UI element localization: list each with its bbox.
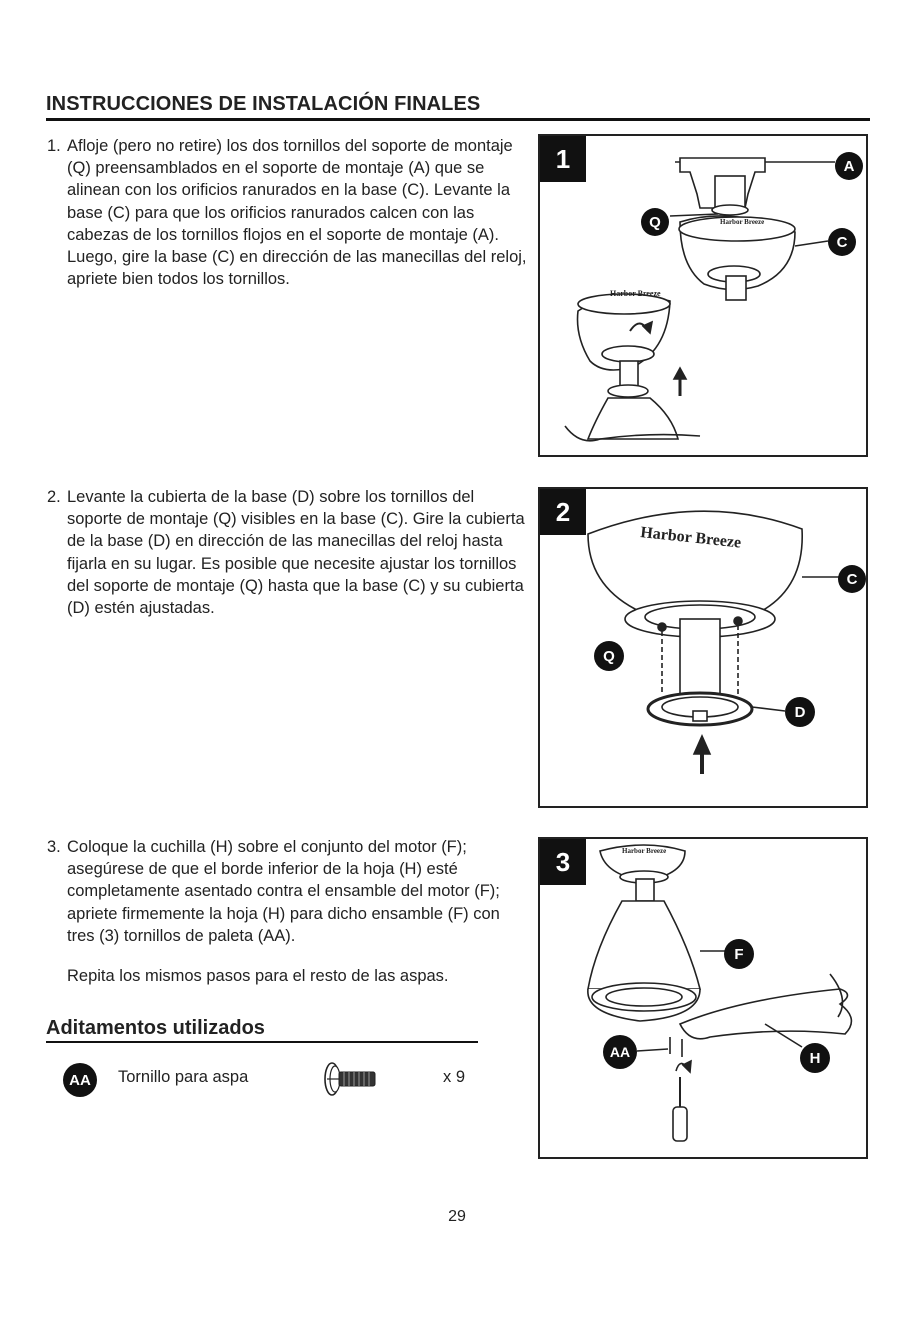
callout-c: C (828, 228, 856, 256)
accessories-rule (46, 1041, 478, 1043)
figure-3 (538, 837, 868, 1159)
figure-2-illustration (540, 489, 868, 808)
brand-logo: Harbor Breeze (622, 847, 667, 855)
step-2 (47, 486, 527, 619)
figure-1-illustration (540, 136, 868, 457)
step-number: 3. (47, 838, 61, 856)
callout-f: F (724, 939, 754, 969)
callout-a: A (835, 152, 863, 180)
brand-logo: Harbor Breeze (720, 218, 765, 226)
callout-aa: AA (603, 1035, 637, 1069)
accessory-name: Tornillo para aspa (118, 1068, 249, 1086)
figure-3-illustration (540, 839, 868, 1159)
figure-number: 1 (540, 136, 586, 182)
brand-logo: Harbor Breeze (639, 524, 742, 552)
figure-1 (538, 134, 868, 457)
callout-q: Q (594, 641, 624, 671)
title-rule (46, 118, 870, 121)
accessory-quantity: x 9 (443, 1068, 466, 1086)
callout-c: C (838, 565, 866, 593)
figure-number: 3 (540, 839, 586, 885)
page-number: 29 (448, 1208, 466, 1225)
repeat-note: Repita los mismos pasos para el resto de las aspas. (67, 967, 449, 985)
callout-h: H (800, 1043, 830, 1073)
step-number: 2. (47, 488, 61, 506)
page-title: INSTRUCCIONES DE INSTALACIÓN FINALES (46, 93, 481, 115)
callout-q: Q (641, 208, 669, 236)
accessories-title: Aditamentos utilizados (46, 1017, 265, 1039)
step-text: Afloje (pero no retire) los dos tornillos del soporte de montaje (Q) preensamblados en el soporte de montaje (A) que se alinean con los orificios ranurados en la base (C). Levante la base (C) para que los orificios ranurados calcen con las cabezas de los tornillos flojos en el soporte de montaje (A). Luego, gire la base (C) en dirección de las manecillas del reloj, apriete bien todos los tornillos. (67, 137, 527, 289)
step-text: Levante la cubierta de la base (D) sobre los tornillos del soporte de montaje (Q) visibles en la base (C). Gire la cubierta de la base (D) en dirección de las manecillas del reloj hasta fijarla en su lugar. Es posible que necesite ajustar los tornillos del soporte de montaje (Q) hasta que la base (C) y su cubierta (D) estén ajustadas. (67, 488, 525, 618)
step-1 (47, 135, 527, 290)
step-3 (47, 836, 527, 947)
screw-icon (322, 1061, 380, 1102)
accessory-code-badge: AA (63, 1063, 97, 1097)
step-text: Coloque la cuchilla (H) sobre el conjunto del motor (F); asegúrese de que el borde inferior de la hoja (H) esté completamente asentado contra el ensamble del motor (F); apriete firmemente la hoja (H) para dicho ensamble (F) con tres (3) tornillos de paleta (AA). (67, 838, 500, 945)
callout-d: D (785, 697, 815, 727)
step-number: 1. (47, 137, 61, 155)
figure-number: 2 (540, 489, 586, 535)
figure-2 (538, 487, 868, 808)
brand-logo: Harbor Breeze (610, 289, 661, 298)
